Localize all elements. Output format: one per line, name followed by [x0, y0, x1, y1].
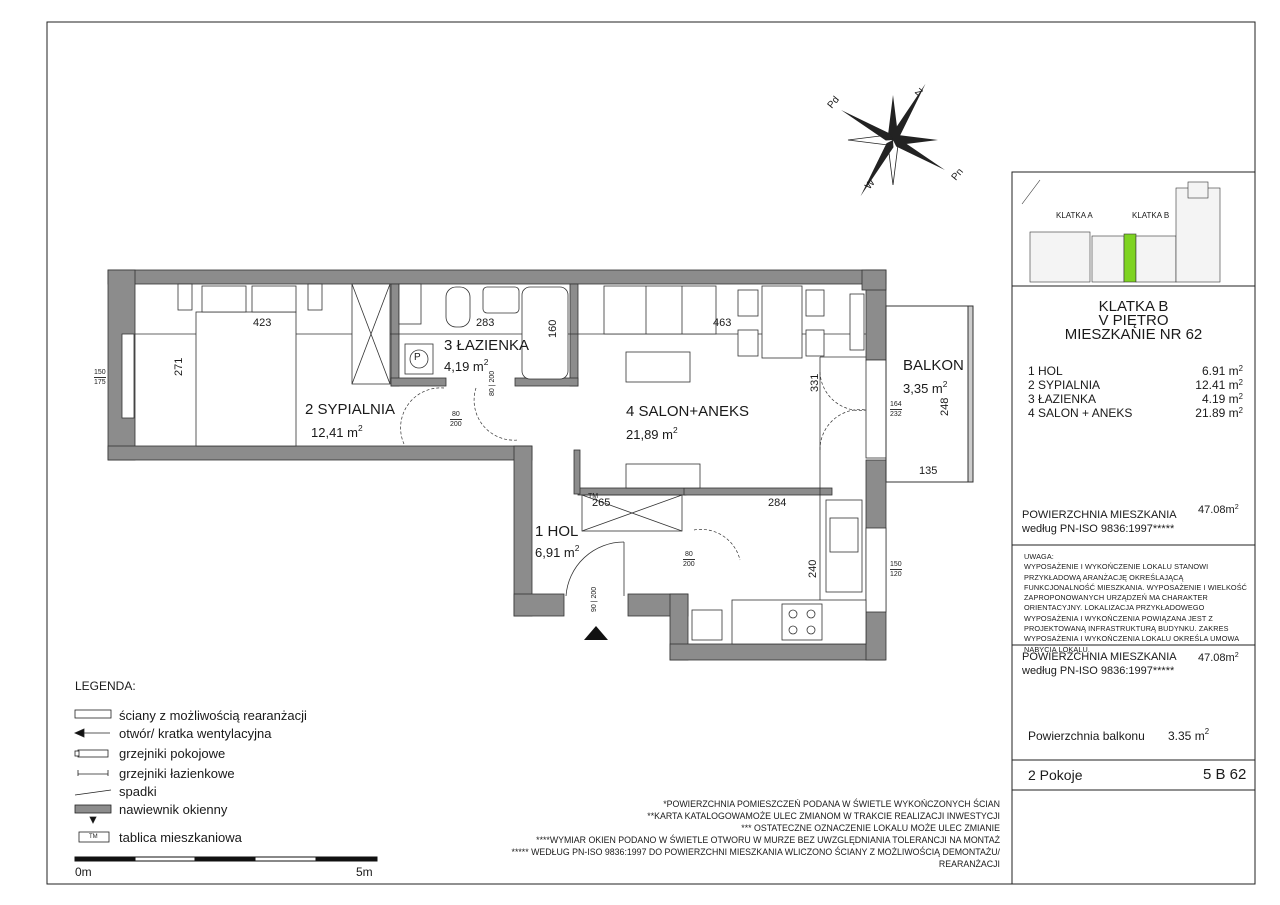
footnote: *POWIERZCHNIA POMIESZCZEŃ PODANA W ŚWIETLE WYKOŃCZONYCH ŚCIAN [663, 799, 1000, 809]
room-name-balcony: BALKON [903, 357, 964, 374]
footnotes [512, 798, 1000, 870]
compass-label: W [863, 177, 878, 192]
legend-title: LEGENDA: [75, 679, 136, 693]
room-area-balcony: 3,35 $m^2$ [903, 379, 948, 396]
room-area-bathroom: 4,19 $m^2$ [444, 357, 489, 374]
dimension-label: 331 [809, 373, 821, 392]
surface-label-2: POWIERZCHNIA MIESZKANIA według PN-ISO 9836:1997***** [1022, 651, 1177, 677]
dimension-label: 135 [919, 465, 938, 477]
legend-item: spadki [119, 784, 157, 799]
room-name-hall: 1 HOL [535, 523, 579, 540]
legend-symbols [75, 710, 111, 842]
rooms-count: 2 Pokoje [1028, 767, 1083, 783]
panel-room-list [1028, 364, 1243, 420]
key-plan [1022, 180, 1220, 282]
footnote: *** OSTATECZNE OZNACZENIE LOKALU MOŻE ULEC ZMIANIE [741, 823, 1000, 833]
scale-bar [75, 857, 377, 861]
window-dimension: 150 175 [94, 369, 106, 386]
legend-item: ściany z możliwością rearanżacji [119, 708, 307, 723]
room-name-bedroom: 2 SYPIALNIA [305, 401, 396, 418]
compass-label: Z [912, 86, 925, 99]
legend-tm-label: TM [89, 834, 98, 840]
dimension-label: 463 [713, 317, 732, 329]
footnote: ***** WEDŁUG PN-ISO 9836:1997 DO POWIERZCHNI MIESZKANIA WLICZONO ŚCIANY Z MOŻLIWOŚCIĄ DEMONTAŻU/ [511, 847, 1000, 857]
legend-item: grzejniki pokojowe [119, 746, 226, 761]
dimension-label: 248 [939, 397, 951, 416]
compass-rose [809, 54, 978, 227]
dimension-label: 160 [547, 319, 559, 338]
legend-item: tablica mieszkaniowa [119, 830, 242, 845]
dimension-label: 265 [592, 497, 611, 509]
tm-panel-label: TM [588, 493, 599, 500]
door-dimension: 80 | 200 [489, 370, 496, 396]
keyplan-label: KLATKA A [1056, 211, 1093, 220]
room-area-bedroom: 12,41 $m^2$ [311, 423, 363, 440]
dimension-label: 240 [807, 559, 819, 578]
surface-label: POWIERZCHNIA MIESZKANIA według PN-ISO 9836:1997***** [1022, 509, 1177, 535]
window-dimension: 150 120 [890, 561, 902, 578]
legend-item: grzejniki łazienkowe [119, 766, 235, 781]
bed [178, 284, 390, 446]
dimension-label: 271 [173, 357, 185, 376]
dimension-label: 283 [476, 317, 495, 329]
surface-value-2: $47.08m^2$ [1198, 650, 1239, 664]
footnote: ****WYMIAR OKIEN PODANO W ŚWIETLE OTWORU W MURZE BEZ UWZGLĘDNIANIA TOLERANCJI NA MONTAŻ [536, 835, 1000, 845]
dimension-label: 423 [253, 317, 272, 329]
panel-title [1012, 300, 1255, 342]
apartment-code: 5 B 62 [1203, 766, 1247, 783]
room-area-hall: 6,91 $m^2$ [535, 543, 580, 560]
legend-item: otwór/ kratka wentylacyjna [119, 726, 272, 741]
room-name-living: 4 SALON+ANEKS [626, 403, 749, 420]
door-dimension: 80 200 [450, 411, 462, 428]
door-dimension: 90 | 200 [591, 586, 598, 612]
panel-room-row: 4 SALON + ANEKS 21.89 $m^2$ [1028, 406, 1243, 420]
footnote: REARANŻACJI [938, 859, 1000, 869]
legend-item: nawiewnik okienny [119, 802, 228, 817]
window-dimension: 164 232 [890, 401, 902, 418]
dimension-label: 284 [768, 497, 787, 509]
footnote: **KARTA KATALOGOWAMOŻE ULEC ZMIANOM W TRAKCIE REALIZACJI INWESTYCJI [647, 811, 1000, 821]
room-name-bathroom: 3 ŁAZIENKA [444, 337, 530, 354]
balcony-area-value: 3.35 $m^2$ [1168, 727, 1210, 743]
entry-arrow-icon [584, 626, 608, 640]
kitchen [692, 497, 866, 644]
panel-title-line: MIESZKANIE NR 62 [1064, 326, 1203, 343]
pump-symbol: P [414, 352, 421, 363]
scale-end: 5m [356, 865, 373, 879]
door-dimension: 80 200 [683, 551, 695, 568]
living-furniture [604, 286, 864, 488]
keyplan-label: KLATKA B [1132, 211, 1170, 220]
compass-label: Pd [825, 94, 842, 111]
surface-value: $47.08m^2$ [1198, 502, 1239, 516]
balcony-area-label: Powierzchnia balkonu [1028, 729, 1145, 743]
panel-room-row: 3 ŁAZIENKA 4.19 $m^2$ [1028, 392, 1243, 406]
panel-room-row: 2 SYPIALNIA 12.41 $m^2$ [1028, 378, 1243, 392]
uwaga-note: UWAGA: WYPOSAŻENIE I WYKOŃCZENIE LOKALU STANOWI PRZYKŁADOWĄ ARANŻACJĘ OKREŚLAJĄCĄ FUNKCJONALNOŚĆ MIESZKANIA. WYPOSAŻENIE I WIELKOŚĆ ZAPROPONOWANYCH URZĄDZEŃ MA CHARAKTER ORIENTACYJNY. LOKALIZACJA PRZYKŁADOWEGO WYPOSAŻENIA I WYKOŃCZENIA POWIĄZANA JEST Z PROJEKTOWANĄ INFRASTRUKTURĄ BUDYNKU. ZAKRES WYPOSAŻENIA I WYKOŃCZENIA LOKALU OKREŚLA UMOWA NABYCIA LOKALU. [1024, 552, 1248, 654]
panel-title-line: KLATKA B [1098, 298, 1169, 315]
scale-start: 0m [75, 865, 92, 879]
compass-label: Pn [949, 166, 966, 183]
panel-room-row: 1 HOL 6.91 $m^2$ [1028, 364, 1243, 378]
room-area-living: 21,89 $m^2$ [626, 425, 678, 442]
panel-title-line: V PIĘTRO [1098, 312, 1169, 329]
